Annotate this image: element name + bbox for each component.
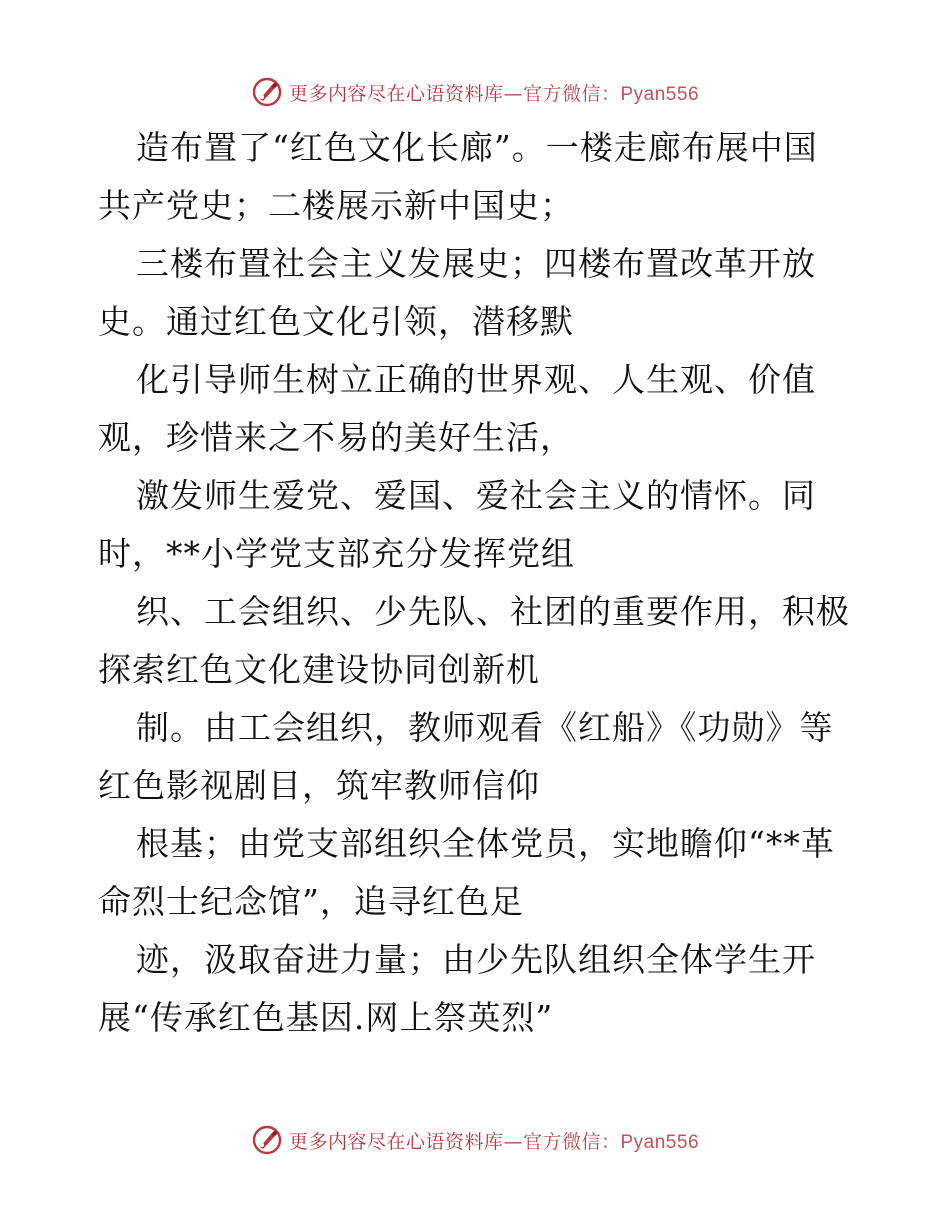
watermark-text xyxy=(289,79,699,106)
watermark-account: Pyan556 xyxy=(620,83,700,105)
body-line: 迹，汲取奋进力量；由少先队组织全体学生开 xyxy=(136,940,816,979)
body-line: 命烈士纪念馆”，追寻红色足 xyxy=(98,882,524,921)
body-line: 探索红色文化建设协同创新机 xyxy=(98,650,540,689)
pen-logo-icon xyxy=(251,1124,283,1156)
body-line: 观，珍惜来之不易的美好生活， xyxy=(98,418,574,457)
watermark-account: Pyan556 xyxy=(620,1131,700,1153)
watermark-prefix: 更多内容尽在心语资料库 xyxy=(288,82,504,105)
body-line: 时，**小学党支部充分发挥党组 xyxy=(98,534,575,573)
watermark-label: 官方微信： xyxy=(522,1130,621,1153)
body-line: 共产党史；二楼展示新中国史； xyxy=(98,186,574,225)
pen-logo-icon xyxy=(251,76,283,108)
watermark-prefix: 更多内容尽在心语资料库 xyxy=(288,1130,504,1153)
watermark-separator: — xyxy=(503,1130,523,1153)
body-line: 织、工会组织、少先队、社团的重要作用，积极 xyxy=(136,592,850,631)
body-line: 红色影视剧目，筑牢教师信仰 xyxy=(98,766,540,805)
body-line: 三楼布置社会主义发展史；四楼布置改革开放 xyxy=(136,244,816,283)
body-line: 展“传承红色基因.网上祭英烈” xyxy=(98,998,554,1037)
watermark-separator: — xyxy=(503,82,523,105)
header-watermark xyxy=(0,72,950,112)
body-line: 制。由工会组织，教师观看《红船》《功勋》等 xyxy=(136,708,834,747)
body-line: 史。通过红色文化引领，潜移默 xyxy=(98,302,574,341)
watermark-text xyxy=(289,1127,699,1154)
body-line: 化引导师生树立正确的世界观、人生观、价值 xyxy=(136,360,816,399)
body-line: 激发师生爱党、爱国、爱社会主义的情怀。同 xyxy=(136,476,816,515)
footer-watermark xyxy=(0,1120,950,1160)
body-line: 根基；由党支部组织全体党员，实地瞻仰“**革 xyxy=(136,824,835,863)
watermark-label: 官方微信： xyxy=(522,82,621,105)
body-line: 造布置了“红色文化长廊”。一楼走廊布展中国 xyxy=(136,128,818,167)
